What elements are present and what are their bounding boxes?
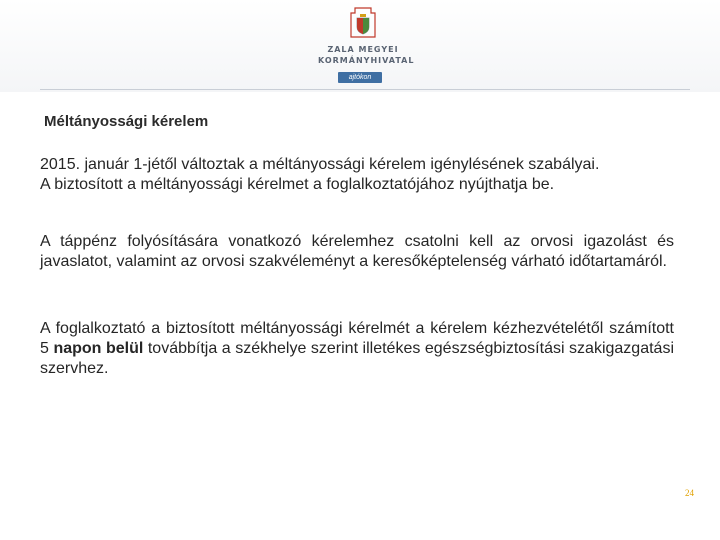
header-divider (40, 89, 690, 90)
logo-text-line2: KORMÁNYHIVATAL (318, 56, 415, 65)
deadline-emphasis: napon belül (53, 340, 144, 357)
paragraph-text: továbbítja a székhelye szerint illetékes egészségbiztosítási szakigazgatási szervhez. (40, 340, 674, 377)
paragraph-line: A biztosított a méltányossági kérelmet a foglalkoztatójához nyújthatja be. (40, 176, 555, 193)
logo-tagline: ajtókon (338, 72, 382, 83)
paragraph-rule-change (40, 155, 674, 195)
paragraph-text: A foglalkoztató a biztosított méltányossági kérelmét a kérelem kézhezvételétől számított 5 (40, 320, 674, 357)
coat-of-arms-icon (348, 6, 378, 40)
government-office-logo (318, 6, 415, 86)
slide-header (0, 0, 720, 92)
paragraph-attachments: A táppénz folyósítására vonatkozó kérelemhez csatolni kell az orvosi igazolást és javaslatot, valamint az orvosi szakvéleményt a keresőképtelenség várható időtartamáról. (40, 233, 674, 270)
logo-text-line1: ZALA MEGYEI (327, 45, 399, 54)
page-number: 24 (685, 488, 694, 498)
paragraph-line: 2015. január 1-jétől változtak a méltányossági kérelem igénylésének szabályai. (40, 156, 600, 173)
slide-title: Méltányossági kérelem (44, 113, 209, 130)
paragraph-deadline (40, 319, 674, 379)
